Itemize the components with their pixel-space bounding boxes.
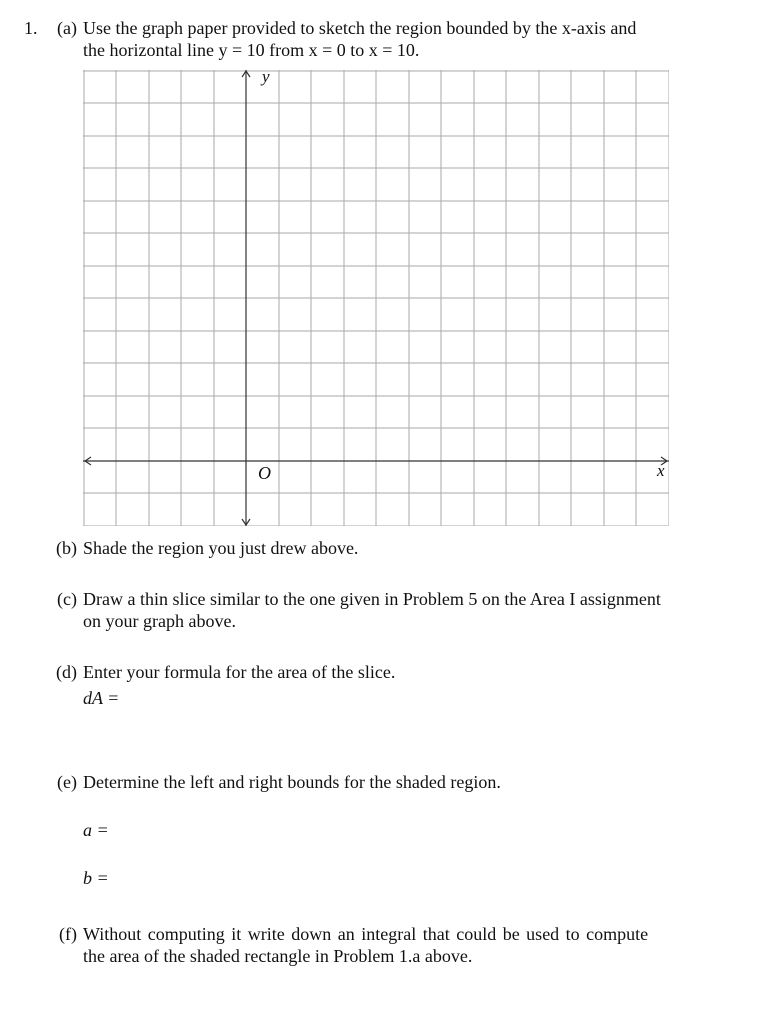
part-f-line1: Without computing it write down an integral that could be used to compute	[83, 924, 649, 944]
part-d-line1: Enter your formula for the area of the slice.	[83, 662, 396, 682]
part-c-line1: Draw a thin slice similar to the one given in Problem 5 on the Area I assignment	[83, 589, 661, 609]
part-e-label: (e)	[57, 772, 77, 792]
part-b-line1: Shade the region you just drew above.	[83, 538, 359, 558]
part-a-label: (a)	[57, 18, 77, 38]
part-d-label: (d)	[56, 662, 77, 682]
origin-label: O	[258, 463, 271, 483]
dA-answer-label: dA =	[83, 688, 120, 708]
part-e-line1: Determine the left and right bounds for the shaded region.	[83, 772, 501, 792]
part-f-label: (f)	[59, 924, 77, 944]
part-f-line2: the area of the shaded rectangle in Problem 1.a above.	[83, 946, 473, 966]
b-answer-label: b =	[83, 868, 109, 888]
a-answer-label: a =	[83, 820, 109, 840]
graph-grid[interactable]	[83, 70, 669, 526]
part-c-label: (c)	[57, 589, 77, 609]
part-a-line1: Use the graph paper provided to sketch the region bounded by the x-axis and	[83, 18, 637, 38]
problem-number: 1.	[24, 18, 38, 38]
x-axis-label: x	[657, 461, 665, 480]
grid-lines	[83, 70, 669, 526]
graph-paper[interactable]	[83, 67, 669, 526]
part-c-line2: on your graph above.	[83, 611, 236, 631]
part-b-label: (b)	[56, 538, 77, 558]
y-axis-label: y	[262, 67, 270, 86]
part-a-line2: the horizontal line y = 10 from x = 0 to x = 10.	[83, 40, 420, 60]
